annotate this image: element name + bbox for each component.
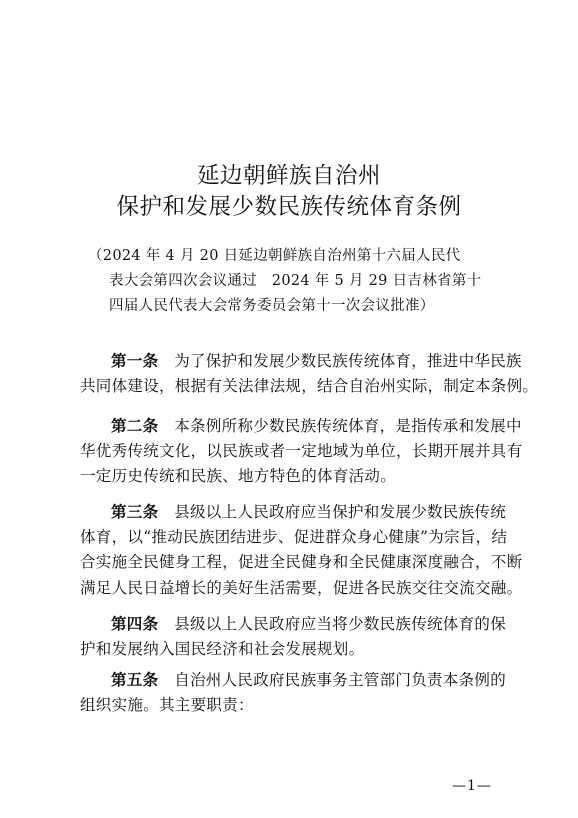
article-1-first-line	[80, 348, 522, 374]
article-1	[80, 348, 539, 399]
article-text-line: 组织实施。其主要职责：	[80, 696, 254, 715]
adoption-note-line: 四届人民代表大会常务委员会第十一次会议批准）	[109, 298, 435, 314]
article-3	[80, 499, 523, 601]
document-title	[0, 161, 578, 223]
article-text: 县级以上人民政府应当保护和发展少数民族传统	[158, 503, 507, 521]
article-2-first-line	[80, 413, 522, 439]
article-heading: 第二条	[111, 416, 159, 435]
article-text: 本条例所称少数民族传统体育，是指传承和发展中	[158, 417, 522, 435]
title-line-1: 延边朝鲜族自治州	[196, 163, 381, 189]
article-text-line: 护和发展纳入国民经济和社会发展规划。	[80, 640, 365, 659]
adoption-note	[88, 244, 528, 319]
article-3-first-line	[80, 499, 510, 525]
adoption-note-line: 表大会第四次会议通过 2024 年 5 月 29 日吉林省第十	[109, 273, 482, 289]
article-heading: 第三条	[111, 502, 159, 521]
article-text-line: 体育，以“推动民族团结进步、促进群众身心健康”为宗旨，结	[80, 528, 508, 547]
article-2	[80, 413, 523, 490]
article-4-first-line	[80, 611, 510, 637]
article-heading: 第四条	[111, 614, 159, 633]
page-number: —1—	[452, 778, 492, 794]
article-heading: 第一条	[111, 351, 159, 370]
article-text-line: 满足人民日益增长的美好生活需要，促进各民族交往交流交融。	[80, 578, 523, 597]
article-text-line: 一定历史传统和民族、地方特色的体育活动。	[80, 467, 397, 486]
article-text-line: 华优秀传统文化，以民族或者一定地域为单位，长期开展并具有	[80, 442, 523, 461]
article-5	[80, 667, 510, 718]
article-text: 自治州人民政府民族事务主管部门负责本条例的	[158, 671, 507, 689]
article-text: 为了保护和发展少数民族传统体育，推进中华民族	[158, 352, 522, 370]
title-line-2: 保护和发展少数民族传统体育条例	[116, 194, 462, 220]
adoption-note-line: （2024 年 4 月 20 日延边朝鲜族自治州第十六届人民代	[88, 248, 461, 264]
article-4	[80, 611, 510, 662]
article-heading: 第五条	[111, 670, 159, 689]
article-text-line: 共同体建设，根据有关法律法规，结合自治州实际，制定本条例。	[80, 377, 539, 396]
article-text-line: 合实施全民健身工程，促进全民健身和全民健康深度融合，不断	[80, 553, 523, 572]
article-text: 县级以上人民政府应当将少数民族传统体育的保	[158, 615, 507, 633]
article-5-first-line	[80, 667, 510, 693]
